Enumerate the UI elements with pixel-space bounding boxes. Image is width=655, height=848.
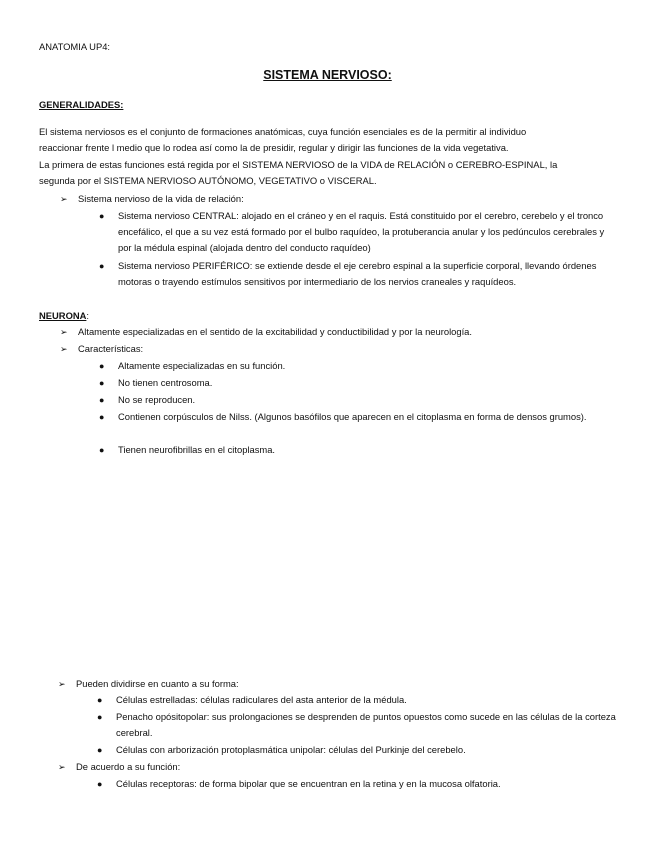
bullet-text: Células receptoras: de forma bipolar que se encuentran en la retina y en la mucosa olfatoria. — [116, 778, 501, 789]
arrow-list-item — [60, 324, 472, 340]
bullet-text: Células con arborización protoplasmática unipolar: células del Purkinje del cerebelo. — [116, 744, 466, 755]
paragraph-line: reaccionar frente l medio que lo rodea así como la de presidir, regular y dirigir las funciones de la vida vegetativa. — [39, 142, 509, 153]
bullet-text: No se reproducen. — [118, 394, 196, 405]
bullet-dot-icon: ● — [99, 361, 105, 371]
bullet-list-item — [97, 692, 617, 708]
bullet-list-item — [99, 442, 619, 458]
bullet-list-item — [99, 392, 619, 408]
bullet-list-item — [99, 208, 619, 256]
bullet-dot-icon: ● — [97, 712, 103, 722]
bullet-list-item — [97, 709, 617, 741]
arrow-item-text: Sistema nervioso de la vida de relación: — [78, 193, 244, 204]
bullet-list-item — [97, 742, 617, 758]
bullet-text: No tienen centrosoma. — [118, 377, 213, 388]
bullet-list-item — [99, 375, 619, 391]
section-heading-neurona — [39, 308, 89, 324]
bullet-text: Sistema nervioso PERIFÉRICO: se extiende desde el eje cerebro espinal a la superficie corporal, llevando órdenes motoras o trayendo estímulos sensitivos por intermediario de los nervios craneales y raquídeos. — [118, 260, 597, 287]
course-label: ANATOMIA UP4: — [39, 41, 111, 52]
arrow-item-text: Características: — [78, 343, 144, 354]
bullet-dot-icon: ● — [97, 745, 103, 755]
arrow-item-text: De acuerdo a su función: — [76, 761, 181, 772]
bullet-text: Células estrelladas: células radiculares del asta anterior de la médula. — [116, 694, 407, 705]
paragraph-line: El sistema nerviosos es el conjunto de formaciones anatómicas, cuya función esenciales es de la permitir al individuo — [39, 126, 527, 137]
bullet-dot-icon: ● — [99, 378, 105, 388]
bullet-dot-icon: ● — [99, 261, 105, 271]
paragraph-line: segunda por el SISTEMA NERVIOSO AUTÓNOMO, VEGETATIVO o VISCERAL. — [39, 175, 377, 186]
bullet-list-item — [99, 358, 619, 374]
bullet-text: Contienen corpúsculos de Nilss. (Algunos basófilos que aparecen en el citoplasma en forma de densos grumos). — [118, 411, 587, 422]
bullet-list-item — [99, 258, 619, 290]
arrow-list-item — [58, 759, 180, 775]
paragraph-line: La primera de estas funciones está regida por el SISTEMA NERVIOSO de la VIDA de RELACIÓN o CEREBRO-ESPINAL, la — [39, 159, 558, 170]
bullet-text: Penacho opósitopolar: sus prolongaciones se desprenden de puntos opuestos como sucede en las células de la corteza cerebral. — [116, 711, 616, 738]
arrow-bullet-icon: ➢ — [60, 194, 68, 204]
arrow-list-item — [60, 341, 143, 357]
section-heading-generalidades: GENERALIDADES: — [39, 99, 124, 110]
neurona-heading-text: NEURONA — [39, 310, 87, 321]
bullet-list-item — [97, 776, 617, 792]
arrow-bullet-icon: ➢ — [58, 762, 66, 772]
bullet-list-item — [99, 409, 619, 425]
arrow-item-text: Altamente especializadas en el sentido de la excitabilidad y conductibilidad y por la neurología. — [78, 326, 472, 337]
bullet-text: Altamente especializadas en su función. — [118, 360, 286, 371]
bullet-text: Tienen neurofibrillas en el citoplasma. — [118, 444, 276, 455]
arrow-bullet-icon: ➢ — [60, 344, 68, 354]
neurona-heading-colon: : — [86, 310, 90, 321]
bullet-dot-icon: ● — [97, 695, 103, 705]
arrow-list-item — [60, 191, 244, 207]
arrow-item-text: Pueden dividirse en cuanto a su forma: — [76, 678, 239, 689]
bullet-dot-icon: ● — [97, 779, 103, 789]
bullet-dot-icon: ● — [99, 395, 105, 405]
page-title: SISTEMA NERVIOSO: — [263, 68, 392, 82]
bullet-dot-icon: ● — [99, 211, 105, 221]
bullet-text: Sistema nervioso CENTRAL: alojado en el cráneo y en el raquis. Está constituido por el cerebro, cerebelo y el tronco encefálico, el que a su vez está formado por el bulbo raquídeo, la protuberancia anular y los pedúnculos cerebrales y por la médula espinal (alojada dentro del conducto raquídeo) — [118, 210, 605, 253]
bullet-dot-icon: ● — [99, 412, 105, 422]
arrow-list-item — [58, 676, 239, 692]
bullet-dot-icon: ● — [99, 445, 105, 455]
arrow-bullet-icon: ➢ — [58, 679, 66, 689]
arrow-bullet-icon: ➢ — [60, 327, 68, 337]
